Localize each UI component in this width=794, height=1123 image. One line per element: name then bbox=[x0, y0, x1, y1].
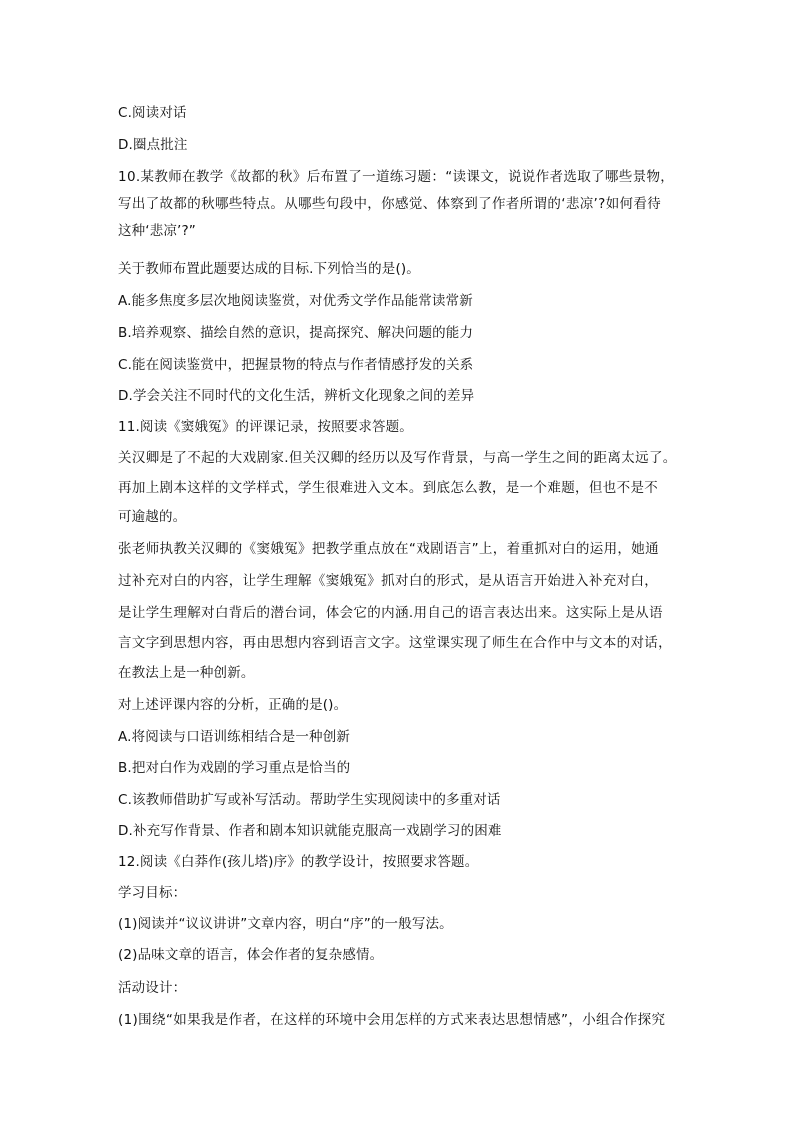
option-d-q9: D.圈点批注 bbox=[118, 137, 188, 153]
activity-design-heading: 活动设计： bbox=[118, 980, 187, 996]
question-11-title: 11.阅读《窦娥冤》的评课记录，按照要求答题。 bbox=[118, 419, 413, 435]
activity-design-1: (1)围绕“如果我是作者，在这样的环境中会用怎样的方式来表达思想情感”，小组合作探究 bbox=[118, 1012, 666, 1028]
option-c-q9: C.阅读对话 bbox=[118, 105, 187, 121]
question-12-title: 12.阅读《白莽作(孩儿塔)序》的教学设计，按照要求答题。 bbox=[118, 854, 479, 870]
question-10-line-2: 写出了故都的秋哪些特点。从哪些句段中，你感觉、体察到了作者所谓的‘悲凉’?如何看待 bbox=[118, 196, 662, 212]
paragraph-2-line-3: 是让学生理解对白背后的潜台词，体会它的内涵.用自己的语言表达出来。这实际上是从语 bbox=[118, 605, 663, 621]
paragraph-2-line-5: 在教法上是一种创新。 bbox=[118, 665, 255, 681]
option-a-q10: A.能多焦度多层次地阅读鉴赏，对优秀文学作品能常读常新 bbox=[118, 293, 473, 309]
option-b-q10: B.培养观察、描绘自然的意识，提高探究、解决问题的能力 bbox=[118, 325, 474, 341]
paragraph-2-line-4: 言文字到思想内容，再由思想内容到语言文字。这堂课实现了师生在合作中与文本的对话， bbox=[118, 635, 672, 651]
paragraph-1-line-3: 可逾越的。 bbox=[118, 509, 187, 525]
option-b-q11: B.把对白作为戏剧的学习重点是恰当的 bbox=[118, 760, 351, 776]
question-10-prompt: 关于教师布置此题要达成的目标.下列恰当的是()。 bbox=[118, 261, 420, 277]
learning-goal-2: (2)品味文章的语言，体会作者的复杂感情。 bbox=[118, 947, 384, 963]
paragraph-2-line-2: 过补充对白的内容，让学生理解《窦娥冤》抓对白的形式，是从语言开始进入补充对白， bbox=[118, 573, 659, 589]
learning-goals-heading: 学习目标： bbox=[118, 885, 187, 901]
learning-goal-1: (1)阅读并“议议讲讲”文章内容，明白“序”的一般写法。 bbox=[118, 916, 453, 932]
paragraph-1-line-2: 再加上剧本这样的文学样式，学生很难进入文本。到底怎么教，是一个难题，但也不是不 bbox=[118, 480, 659, 496]
option-a-q11: A.将阅读与口语训练相结合是一种创新 bbox=[118, 729, 350, 745]
question-10-line-1: 10.某教师在教学《故都的秋》后布置了一道练习题：“读课文，说说作者选取了哪些景物， bbox=[118, 169, 675, 185]
paragraph-1-line-1: 关汉卿是了不起的大戏剧家.但关汉卿的经历以及写作背景，与高一学生之间的距离太远了。 bbox=[118, 450, 677, 466]
option-d-q11: D.补充写作背景、作者和剧本知识就能克服高一戏剧学习的困难 bbox=[118, 823, 502, 839]
question-11-prompt: 对上述评课内容的分析，正确的是()。 bbox=[118, 697, 348, 713]
option-d-q10: D.学会关注不同时代的文化生活，辨析文化现象之间的差异 bbox=[118, 388, 475, 404]
option-c-q11: C.该教师借助扩写或补写活动。帮助学生实现阅读中的多重对话 bbox=[118, 792, 501, 808]
paragraph-2-line-1: 张老师执教关汉卿的《窦娥冤》把教学重点放在“戏剧语言”上，着重抓对白的运用，她通 bbox=[118, 541, 659, 557]
option-c-q10: C.能在阅读鉴赏中，把握景物的特点与作者情感抒发的关系 bbox=[118, 357, 474, 373]
question-10-line-3: 这种‘悲凉’?” bbox=[118, 223, 196, 239]
